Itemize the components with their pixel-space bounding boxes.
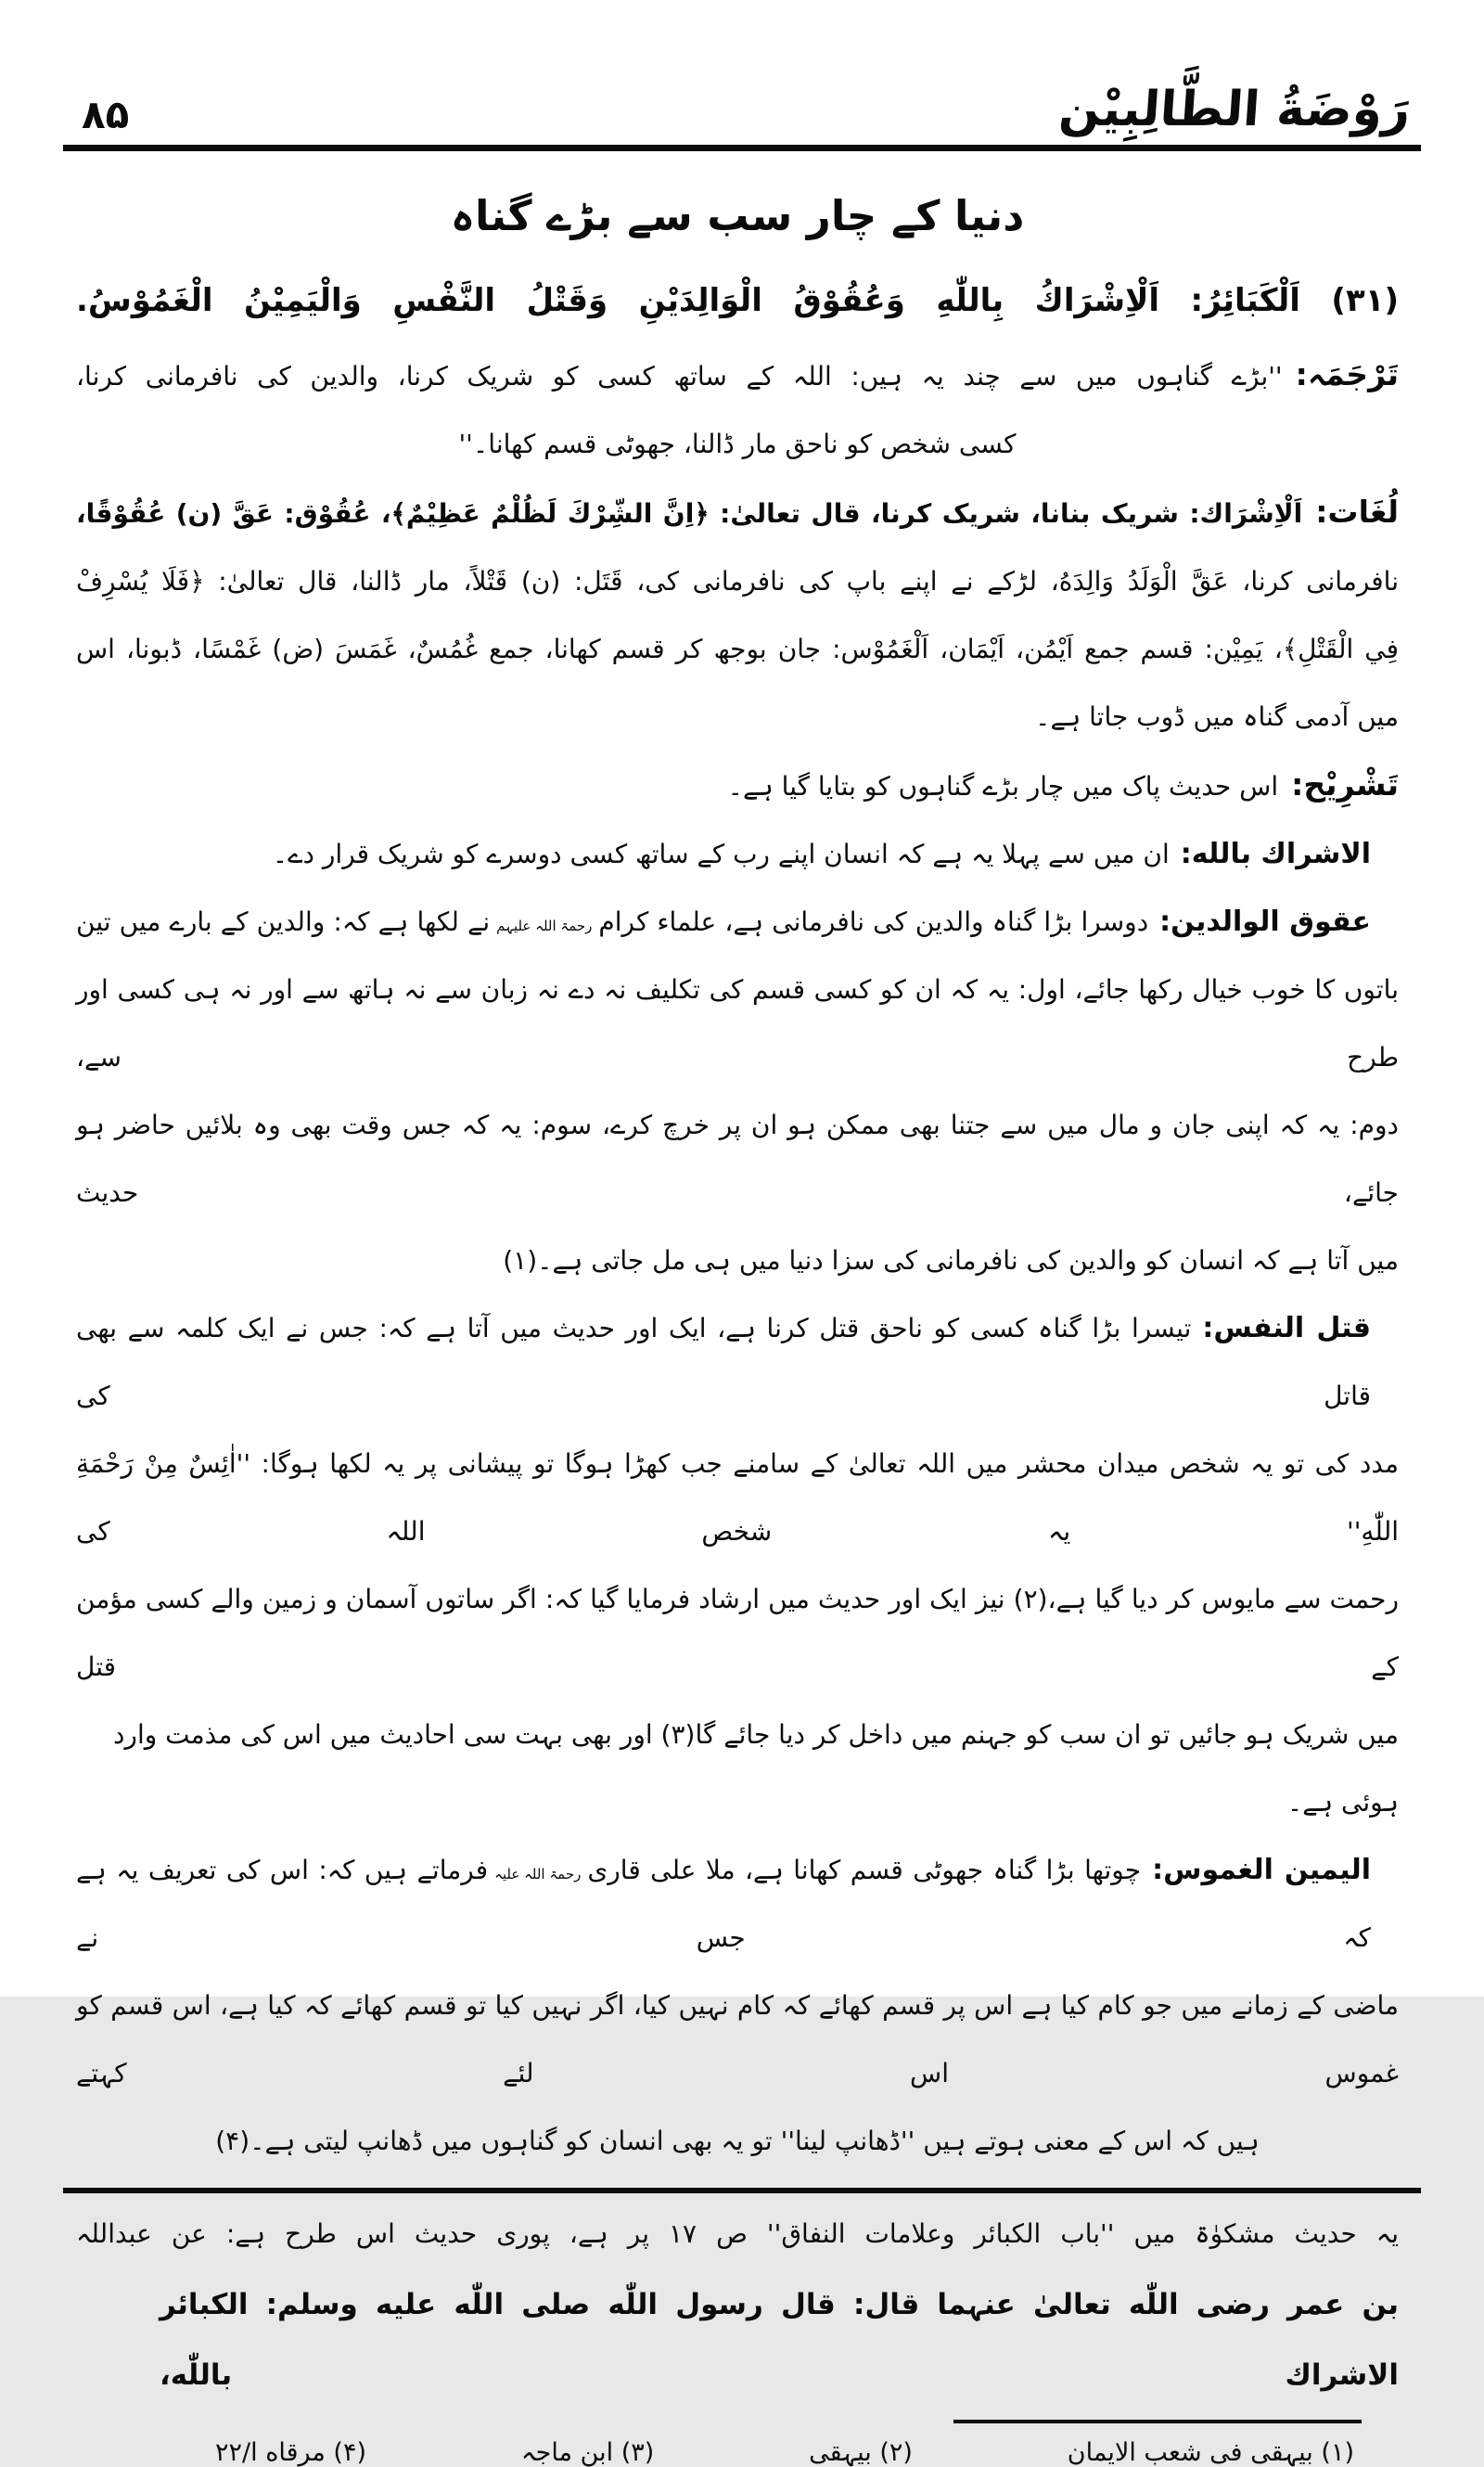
section-qatl-line-4: میں شریک ہو جائیں تو ان سب کو جہنم میں داخل کر دیا جائے گا(۳) اور بھی بہت سی احادیث میں اس کی مذمت وارد ہوئی ہے۔: [112, 1718, 1399, 1818]
section-uquq-line-2: باتوں کا خوب خیال رکھا جائے، اول: یہ کہ ان کو کسی قسم کی تکلیف نہ دے نہ زبان سے نہ ہاتھ سے اور نہ ہی کسی اور طرح سے،: [76, 973, 1400, 1073]
header-rule: [63, 145, 1421, 151]
section-uquq-line-4: میں آتا ہے کہ انسان کو والدین کی نافرمانی کی سزا دنیا میں ہی مل جاتی ہے۔(۱): [503, 1244, 1399, 1276]
section-yamin-text-b: فرماتے ہیں کہ: اس کی تعریف یہ ہے کہ جس نے: [76, 1854, 1371, 1953]
section-yamin-text-a: چوتھا بڑا گناہ جھوٹی قسم کھانا ہے، ملا علی قاری: [587, 1854, 1142, 1885]
section-qatl-line-1: [76, 1294, 1399, 1430]
hadith-text: اَلْكَبَائِرُ: اَلْاِشْرَاكُ بِاللّٰهِ وَعُقُوْقُ الْوَالِدَيْنِ وَقَتْلُ النَّفْسِ وَالْيَمِيْنُ الْغَمُوْسُ.: [76, 281, 1300, 319]
translation-text: ''بڑے گناہوں میں سے چند یہ ہیں: اللہ کے ساتھ کسی کو شریک کرنا، والدین کی نافرمانی کرنا،: [76, 360, 1283, 392]
references-row: [76, 2423, 1399, 2467]
section-shirk-lead: الاشراك بالله:: [1180, 837, 1371, 870]
commentary-intro-text: اس حدیث پاک میں چار بڑے گناہوں کو بتایا گیا ہے۔: [727, 770, 1279, 802]
footnote-line-2-arabic: بن عمر رضی اللّٰه تعالیٰ عنہما قال: قال رسول اللّٰه صلی اللّٰه علیه وسلم: الکبائر الاشراك باللّٰه،: [160, 2287, 1399, 2392]
section-shirk-text: ان میں سے پہلا یہ ہے کہ انسان اپنے رب کے ساتھ کسی دوسرے کو شریک قرار دے۔: [272, 838, 1170, 869]
translation-line-2: کسی شخص کو ناحق مار ڈالنا، جھوٹی قسم کھانا۔'': [458, 428, 1017, 459]
page-number: ۸۵: [82, 92, 130, 137]
section-uquq-line-3: دوم: یہ کہ اپنی جان و مال میں سے جتنا بھی ممکن ہو ان پر خرچ کرے، سوم: یہ کہ جس وقت بھی وہ بلائیں حاضر ہو جائے، حدیث: [76, 1109, 1399, 1208]
vocabulary-text: اَلْاِشْرَاك: شریک بنانا، شریک کرنا، قال تعالیٰ: ﴿اِنَّ الشِّرْكَ لَظُلْمٌ عَظِيْمٌ﴾، عُقُوْق: عَقَّ (ن) عُقُوْقًا،: [76, 497, 1303, 529]
honorific-mark: رحمۃ اللہ علیہم: [496, 917, 593, 934]
reference-1: (۱) بیہقی فی شعب الایمان: [1067, 2437, 1354, 2467]
section-qatl-line-2: مدد کی تو یہ شخص میدان محشر میں اللہ تعالیٰ کے سامنے جب کھڑا ہوگا تو پیشانی پر یہ لکھا ہوگا: ''اٰئِسٌ مِنْ رَحْمَةِ اللّٰهِ'' یہ شخص اللہ کی: [76, 1447, 1399, 1547]
hadith-arabic-line: [76, 270, 1399, 331]
section-qatl-text: تیسرا بڑا گناہ کسی کو ناحق قتل کرنا ہے، ایک اور حدیث میں آتا ہے کہ: جس نے ایک کلمہ سے بھی قاتل کی: [76, 1312, 1371, 1411]
honorific-mark: رحمۃ اللہ علیہ: [494, 1865, 582, 1882]
commentary-label: تَشْرِيْح:: [1291, 765, 1399, 803]
section-yamin-line-2: ماضی کے زمانے میں جو کام کیا ہے اس پر قسم کھائے کہ کام نہیں کیا، اگر نہیں کیا تو قسم کھائے کہ کیا ہے، اس قسم کو غموس اس لئے کہتے: [76, 1989, 1399, 2088]
section-yamin-line-3: ہیں کہ اس کے معنی ہوتے ہیں ''ڈھانپ لینا'' تو یہ بھی انسان کو گناہوں میں ڈھانپ لیتی ہے۔(۴): [215, 2125, 1260, 2156]
page-header: [63, 82, 1421, 145]
vocabulary-line-3: فِي الْقَتْلِ﴾، يَمِيْن: قسم جمع اَيْمُن، اَيْمَان، اَلْغَمُوْس: جان بوجھ کر قسم کھانا، جمع غُمُسٌ، غَمَسَ (ض) غَمْسًا، ڈبونا، اس: [76, 633, 1399, 664]
chapter-heading: دنیا کے چار سب سے بڑے گناہ: [450, 191, 1025, 240]
translation-label: تَرْجَمَہ:: [1295, 355, 1399, 392]
section-yamin-lead: الیمین الغموس:: [1152, 1853, 1372, 1886]
section-uquq-line-1: [76, 888, 1399, 956]
vocabulary-line-2: نافرمانی کرنا، عَقَّ الْوَلَدُ وَالِدَهُ، لڑکے نے اپنے باپ کی نافرمانی کی، قَتَل: (ن) قَتْلاً، مار ڈالنا، قال تعالیٰ: ﴿فَلَا يُسْرِفْ: [76, 565, 1399, 597]
book-title: رَوْضَةُ الطَّالِبِيْن: [1056, 82, 1413, 137]
vocabulary-label: لُغَات:: [1315, 493, 1399, 530]
section-uquq-text-a: دوسرا بڑا گناہ والدین کی نافرمانی ہے، علماء کرام: [598, 906, 1149, 937]
reference-3: (۳) ابن ماجہ: [520, 2437, 655, 2467]
section-uquq-text-b: نے لکھا ہے کہ: والدین کے بارے میں تین: [76, 906, 491, 937]
commentary-intro-line: [76, 751, 1399, 820]
section-qatl-lead: قتل النفس:: [1202, 1311, 1372, 1344]
vocabulary-line-1: [76, 478, 1399, 547]
translation-line-1: [76, 340, 1399, 410]
main-text: [63, 151, 1421, 2175]
hadith-number: (۳۱): [1331, 281, 1399, 319]
section-shirk-line: [76, 820, 1399, 888]
footnote-line-1: یہ حدیث مشکوٰۃ میں ''باب الکبائر وعلامات النفاق'' ص ۱۷ پر ہے، پوری حدیث اس طرح ہے: عن عبداللہ: [76, 2217, 1399, 2249]
vocabulary-line-4: میں آدمی گناہ میں ڈوب جاتا ہے۔: [1035, 700, 1399, 732]
reference-2: (۲) بیہقی: [809, 2437, 913, 2467]
footnote-block: [63, 2193, 1421, 2467]
section-yamin-line-1: [76, 1836, 1399, 1972]
section-qatl-line-3: رحمت سے مایوس کر دیا گیا ہے،(۲) نیز ایک اور حدیث میں ارشاد فرمایا گیا کہ: اگر ساتوں آسمان و زمین والے کسی مؤمن کے قتل: [76, 1583, 1400, 1682]
reference-4: (۴) مرقاه ا/۲۲: [215, 2437, 367, 2467]
section-uquq-lead: عقوق الوالدين:: [1159, 905, 1371, 938]
